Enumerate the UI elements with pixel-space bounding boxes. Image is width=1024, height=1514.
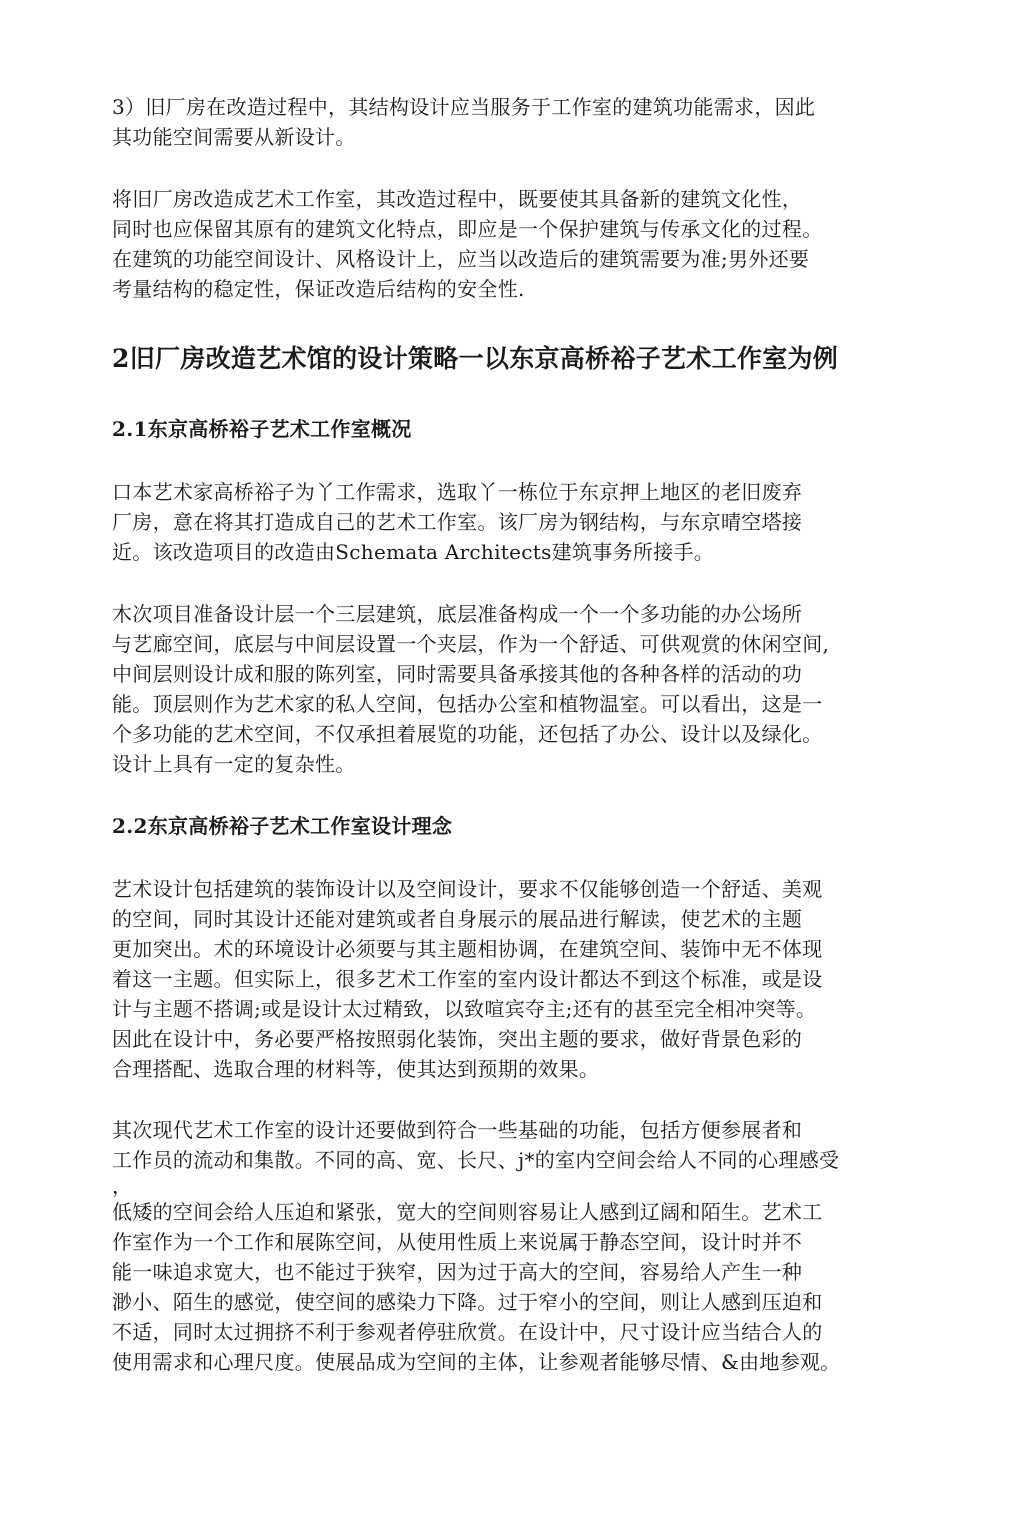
paragraph-4	[112, 599, 912, 779]
paragraph-5	[112, 874, 912, 1084]
text-line: 合理搭配、选取合理的材料等，使其达到预期的效果。	[112, 1057, 600, 1081]
text-line: 渺小、陌生的感觉，使空间的感染力下降。过于窄小的空间，则让人感到压迫和	[112, 1290, 823, 1314]
text-line: 不适，同时太过拥挤不利于参观者停驻欣赏。在设计中，尺寸设计应当结合人的	[112, 1320, 823, 1344]
text-line: 中间层则设计成和服的陈列室，同时需要具备承接其他的各种各样的活动的功	[112, 662, 803, 686]
text-line: 个多功能的艺术空间，不仅承担着展览的功能，还包括了办公、设计以及绿化。	[112, 722, 823, 746]
subsection-heading-2-2: 2.2东京高桥裕子艺术工作室设计理念	[112, 814, 453, 838]
text-line: 同时也应保留其原有的建筑文化特点，即应是一个保护建筑与传承文化的过程。	[112, 217, 823, 241]
text-line: 与艺廊空间，底层与中间层设置一个夹层，作为一个舒适、可供观赏的休闲空间,	[112, 632, 830, 656]
text-line: 其功能空间需要从新设计。	[112, 125, 356, 149]
text-line: 工作员的流动和集散。不同的高、宽、长尺、j*的室内空间会给人不同的心理感受	[112, 1148, 840, 1172]
text-line: 作室作为一个工作和展陈空间，从使用性质上来说属于静态空间，设计时并不	[112, 1230, 803, 1254]
text-line: 能。顶层则作为艺术家的私人空间，包括办公室和植物温室。可以看出，这是一	[112, 692, 823, 716]
text-line: 口本艺术家高桥裕子为丫工作需求，选取丫一栋位于东京押上地区的老旧废弃	[112, 480, 803, 504]
text-line: 3）旧厂房在改造过程中，其结构设计应当服务于工作室的建筑功能需求，因此	[112, 95, 816, 119]
text-line: 在建筑的功能空间设计、风格设计上，应当以改造后的建筑需要为准;男外还要	[112, 247, 810, 271]
text-line: 低矮的空间会给人压迫和紧张，宽大的空间则容易让人感到辽阔和陌生。艺术工	[112, 1200, 823, 1224]
text-line: 近。该改造项目的改造由Schemata Architects建筑事务所接手。	[112, 540, 715, 564]
text-line: 考量结构的稳定性，保证改造后结构的安全性.	[112, 277, 525, 301]
paragraph-6	[112, 1115, 912, 1377]
text-line: 因此在设计中，务必要严格按照弱化装饰，突出主题的要求，做好背景色彩的	[112, 1027, 803, 1051]
text-line: 的空间，同时其设计还能对建筑或者自身展示的展品进行解读，使艺术的主题	[112, 907, 803, 931]
text-line: 着这一主题。但实际上，很多艺术工作室的室内设计都达不到这个标准，或是设	[112, 967, 823, 991]
text-line: 将旧厂房改造成艺术工作室，其改造过程中，既要使其具备新的建筑文化性，	[112, 187, 803, 211]
paragraph-3	[112, 477, 912, 567]
text-line: 艺术设计包括建筑的装饰设计以及空间设计，要求不仅能够创造一个舒适、美观	[112, 877, 823, 901]
paragraph-1	[112, 92, 912, 152]
text-line: ，	[112, 1174, 133, 1198]
section-heading: 2旧厂房改造艺术馆的设计策略一以东京高桥裕子艺术工作室为例	[112, 344, 839, 373]
text-line: 能一味追求宽大，也不能过于狭窄，因为过于高大的空间，容易给人产生一种	[112, 1260, 803, 1284]
text-line: 木次项目准备设计层一个三层建筑，底层准备构成一个一个多功能的办公场所	[112, 602, 803, 626]
text-line: 更加突出。术的环境设计必须要与其主题相协调，在建筑空间、装饰中无不体现	[112, 937, 823, 961]
text-line: 使用需求和心理尺度。使展品成为空间的主体，让参观者能够尽情、&由地参观。	[112, 1350, 841, 1374]
text-line: 设计上具有一定的复杂性。	[112, 752, 356, 776]
paragraph-2	[112, 184, 912, 304]
text-line: 厂房，意在将其打造成自己的艺术工作室。该厂房为钢结构，与东京晴空塔接	[112, 510, 803, 534]
document-page	[112, 92, 912, 1377]
subsection-heading-2-1: 2.1东京高桥裕子艺术工作室概况	[112, 417, 412, 441]
text-line: 其次现代艺术工作室的设计还要做到符合一些基础的功能，包括方便参展者和	[112, 1118, 803, 1142]
text-line: 计与主题不搭调;或是设计太过精致，以致喧宾夺主;还有的甚至完全相冲突等。	[112, 997, 817, 1021]
